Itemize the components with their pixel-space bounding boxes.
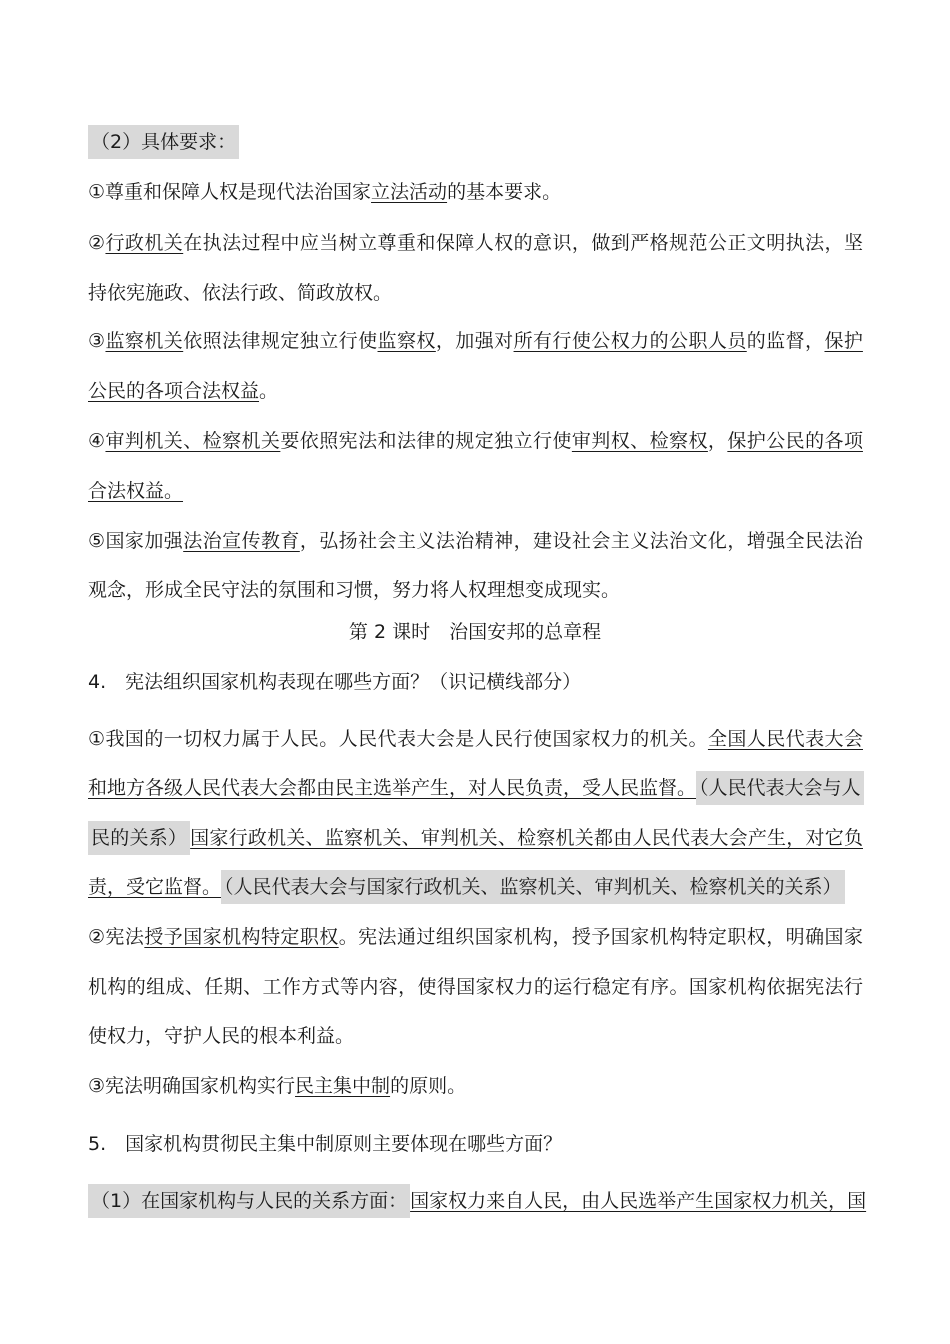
underlined-text: 审判权、检察权 (571, 430, 708, 452)
highlighted-note: （人民代表大会与人 (696, 771, 864, 805)
paragraph-5-line-2 (88, 575, 863, 605)
text: 。 (259, 380, 279, 402)
text: ①尊重和保障人权是现代法治国家 (88, 181, 372, 203)
text: 要依照宪法和法律的规定独立行使 (280, 430, 572, 452)
q4-paragraph-2-line-3 (88, 1021, 863, 1051)
text: ③宪法明确国家机构实行 (88, 1075, 296, 1097)
underlined-text: 行政机关 (105, 232, 184, 254)
q4-paragraph-1-line-4 (88, 872, 863, 902)
text: ①我国的一切权力属于人民。人民代表大会是人民行使国家权力的机关。 (88, 728, 708, 750)
underlined-text: 立法活动 (371, 181, 448, 203)
text: 持依宪施政、依法行政、简政放权。 (88, 282, 393, 304)
underlined-text: 国家权力来自人民，由人民选举产生国家权力机关，国 (410, 1190, 867, 1212)
q4-paragraph-2-line-1 (88, 922, 863, 952)
text: 的原则。 (390, 1075, 467, 1097)
paragraph-5-line-1 (88, 526, 863, 556)
text: ，弘扬社会主义法治精神，建设社会主义法治文化，增强全民法治 (299, 530, 863, 552)
highlighted-heading: （1）在国家机构与人民的关系方面： (88, 1184, 410, 1218)
q4-paragraph-2-line-2 (88, 972, 863, 1002)
underlined-text: 监察机关 (105, 330, 184, 352)
paragraph-2-line-1 (88, 228, 863, 258)
paragraph-3-line-1 (88, 326, 863, 356)
q4-paragraph-1-line-1 (88, 724, 863, 754)
highlighted-note: 民的关系） (88, 821, 190, 855)
text: 观念，形成全民守法的氛围和习惯，努力将人权理想变成现实。 (88, 579, 621, 601)
text: ， (707, 430, 728, 452)
section-heading (88, 127, 863, 157)
highlighted-note: （人民代表大会与国家行政机关、监察机关、审判机关、检察机关的关系） (221, 870, 845, 904)
paragraph-2-line-2 (88, 278, 863, 308)
underlined-text: 合法权益。 (88, 480, 184, 502)
underlined-text: 法治宣传教育 (183, 530, 300, 552)
underlined-text: 和地方各级人民代表大会都由民主选举产生，对人民负责，受人民监督。 (88, 777, 697, 799)
q4-paragraph-3 (88, 1071, 863, 1101)
underlined-text: 审判机关、检察机关 (105, 430, 281, 452)
text: ，加强对 (435, 330, 514, 352)
underlined-text: 公民的各项合法权益 (88, 380, 260, 402)
question-5: 5. 国家机构贯彻民主集中制原则主要体现在哪些方面？ (88, 1133, 563, 1155)
underlined-text: 全国人民代表大会 (707, 728, 863, 750)
text: ③ (88, 330, 106, 352)
paragraph-1 (88, 177, 863, 207)
question-4: 4. 宪法组织国家机构表现在哪些方面？（识记横线部分） (88, 671, 582, 693)
underlined-text: 保护 (824, 330, 863, 352)
q4-paragraph-1-line-3 (88, 823, 863, 853)
paragraph-3-line-2 (88, 376, 863, 406)
text: 的基本要求。 (447, 181, 562, 203)
text: 的监督， (746, 330, 825, 352)
text: ② (88, 232, 106, 254)
text: 在执法过程中应当树立尊重和保障人权的意识，做到严格规范公正文明执法，坚 (183, 232, 863, 254)
text: 。宪法通过组织国家机构，授予国家机构特定职权，明确国家 (338, 926, 863, 948)
text: ⑤国家加强 (88, 530, 184, 552)
text: 机构的组成、任期、工作方式等内容，使得国家权力的运行稳定有序。国家机构依据宪法行 (88, 976, 863, 998)
underlined-text: 国家行政机关、监察机关、审判机关、检察机关都由人民代表大会产生，对它负 (190, 827, 863, 849)
underlined-text: 监察权 (377, 330, 436, 352)
text: ④ (88, 430, 106, 452)
text: 依照法律规定独立行使 (183, 330, 378, 352)
underlined-text: 责，受它监督。 (88, 876, 222, 898)
q5-paragraph-1 (88, 1186, 867, 1216)
paragraph-4-line-2 (88, 476, 863, 506)
lesson-title: 第 2 课时 治国安邦的总章程 (348, 621, 602, 643)
paragraph-4-line-1 (88, 426, 863, 456)
text: ②宪法 (88, 926, 145, 948)
heading-highlight: （2）具体要求： (88, 125, 239, 159)
underlined-text: 所有行使公权力的公职人员 (513, 330, 747, 352)
underlined-text: 授予国家机构特定职权 (144, 926, 339, 948)
q4-paragraph-1-line-2 (88, 773, 863, 803)
text: 使权力，守护人民的根本利益。 (88, 1025, 355, 1047)
underlined-text: 保护公民的各项 (727, 430, 863, 452)
underlined-text: 民主集中制 (295, 1075, 391, 1097)
